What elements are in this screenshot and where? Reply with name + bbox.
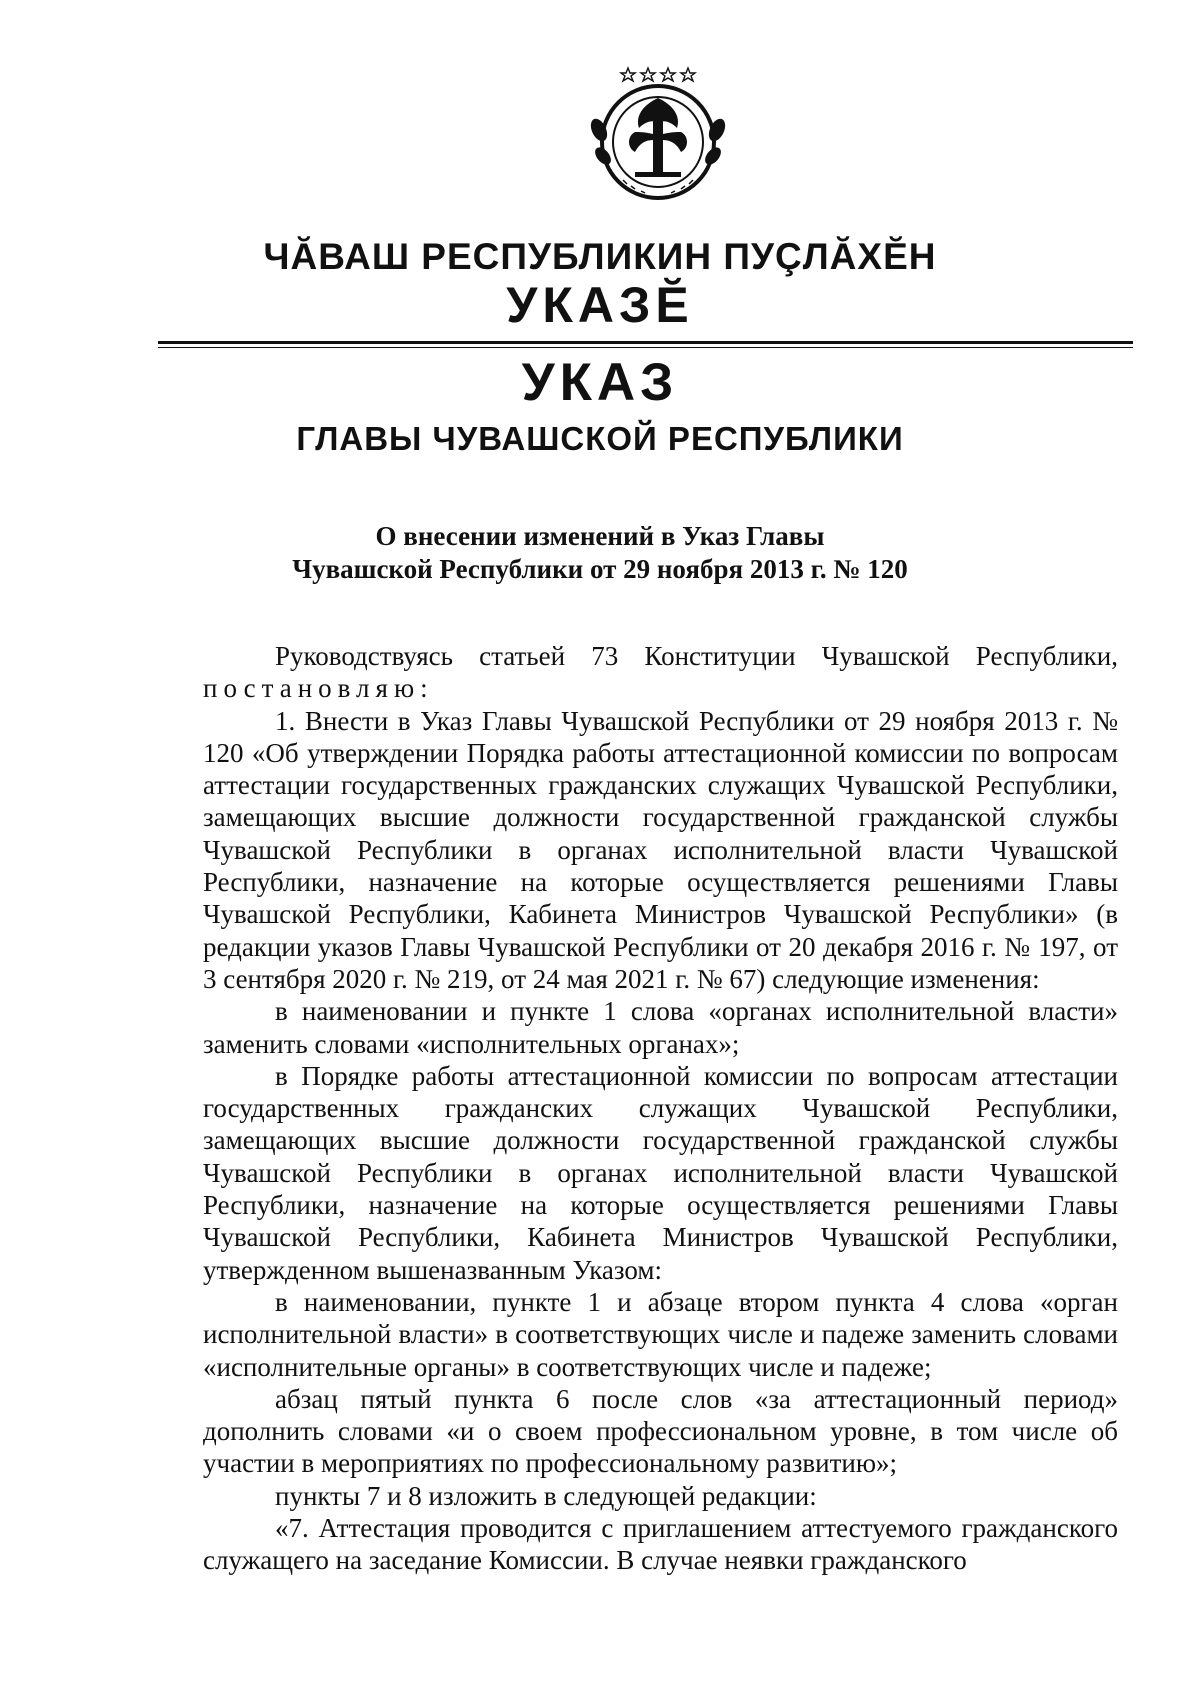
- document-title: [0, 520, 1200, 586]
- header-russian-line2: ГЛАВЫ ЧУВАШСКОЙ РЕСПУБЛИКИ: [296, 420, 904, 457]
- paragraph-item-6-addition: абзац пятый пункта 6 после слов «за аттестационный период» дополнить словами «и о своем профессиональном уровне, в том числе об участии в мероприятиях по профессиональному развитию»;: [203, 1383, 1118, 1479]
- paragraph-new-item-7: «7. Аттестация проводится с приглашением аттестуемого гражданского служащего на заседание Комиссии. В случае неявки гражданского: [203, 1513, 1118, 1576]
- coat-of-arms-icon: [583, 60, 733, 210]
- paragraph-naming-change: в наименовании и пункте 1 слова «органах исполнительной власти» заменить словами «исполнительных органах»;: [203, 996, 1118, 1059]
- paragraph-preamble: [203, 640, 1118, 705]
- header-chuvash-line1: ЧĂВАШ РЕСПУБЛИКИН ПУÇЛĂХĔН: [263, 236, 937, 277]
- paragraph-term-replacement: в наименовании, пункте 1 и абзаце втором пункта 4 слова «орган исполнительной власти» в соответствующих числе и падеже заменить словами «исполнительные органы» в соответствующих числе и падеже;: [203, 1286, 1118, 1382]
- document-title-line2: Чувашской Республики от 29 ноября 2013 г. № 120: [292, 554, 908, 584]
- paragraph-procedure-intro: в Порядке работы аттестационной комиссии по вопросам аттестации государственных гражданских служащих Чувашской Республики, замещающих высшие должности государственной гражданской службы Чувашской Республики в органах исполнительной власти Чувашской Республики, назначение на которые осуществляется решениями Главы Чувашской Республики, Кабинета Министров Чувашской Республики, утвержденном вышеназванным Указом:: [203, 1060, 1118, 1285]
- decree-word: постановляю:: [203, 673, 434, 704]
- document-title-line1: О внесении изменений в Указ Главы: [375, 521, 825, 551]
- header-divider-thin: [158, 347, 1133, 348]
- header-chuvash-line2: УКАЗĔ: [506, 277, 694, 333]
- paragraph-items-7-8-intro: пункты 7 и 8 изложить в следующей редакции:: [275, 1480, 817, 1511]
- paragraph-item-1: 1. Внести в Указ Главы Чувашской Республики от 29 ноября 2013 г. № 120 «Об утверждении Порядка работы аттестационной комиссии по вопросам аттестации государственных гражданских служащих Чувашской Республики, замещающих высшие должности государственной гражданской службы Чувашской Республики в органах исполнительной власти Чувашской Республики, назначение на которые осуществляется решениями Главы Чувашской Республики, Кабинета Министров Чувашской Республики» (в редакции указов Главы Чувашской Республики от 20 декабря 2016 г. № 197, от 3 сентября 2020 г. № 219, от 24 мая 2021 г. № 67) следующие изменения:: [203, 705, 1118, 994]
- preamble-text: Руководствуясь статьей 73 Конституции Чувашской Республики,: [275, 641, 1118, 671]
- document-body: [203, 640, 1118, 1577]
- header-russian-line1: УКАЗ: [521, 353, 679, 412]
- header-divider-thick: [158, 341, 1133, 344]
